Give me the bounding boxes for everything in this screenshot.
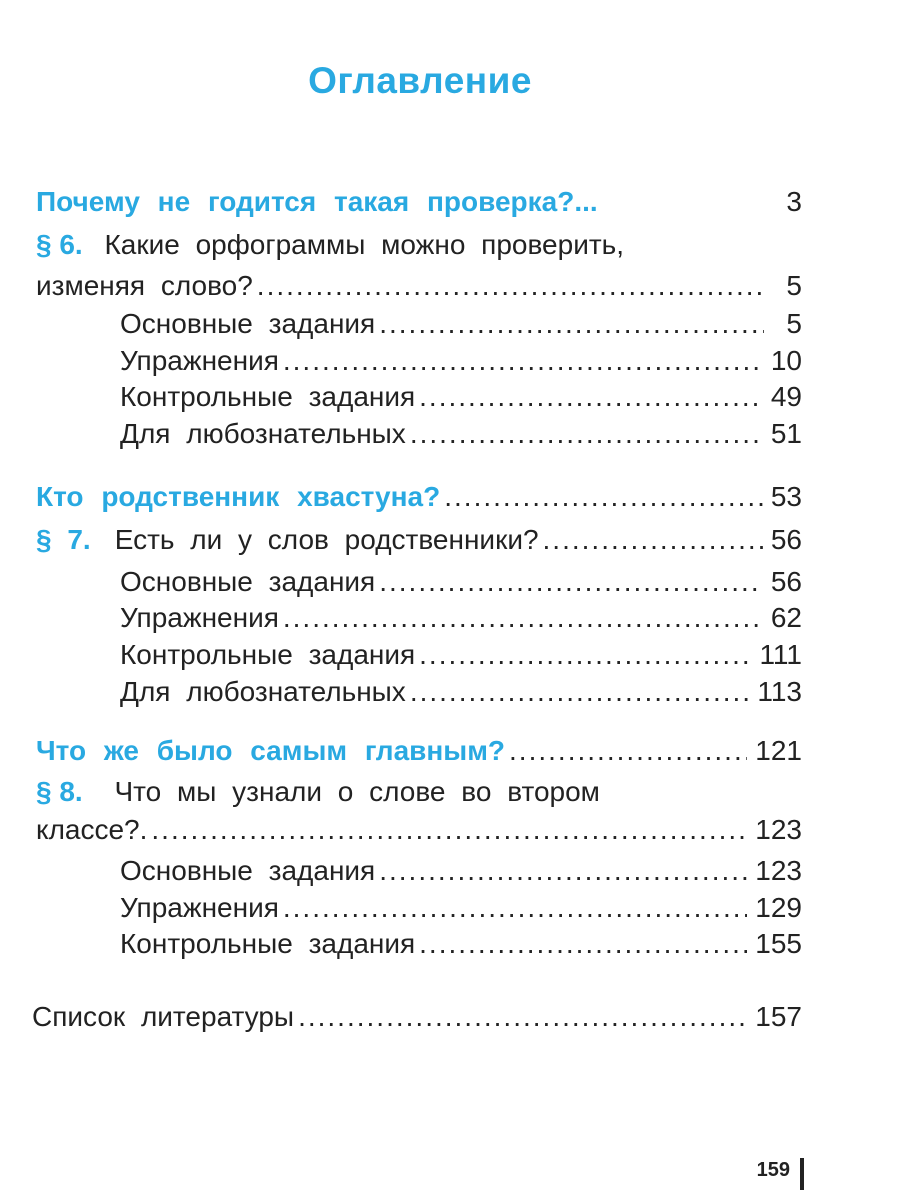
section-title: Какие орфограммы можно проверить,: [104, 229, 625, 260]
toc-page-number: 123: [755, 814, 802, 845]
toc-part-ellipsis: ...: [574, 186, 598, 217]
leader-dots: [283, 891, 747, 925]
toc-part-entry[interactable]: [36, 185, 802, 219]
section-number: § 8.: [36, 776, 83, 807]
leader-dots: [509, 734, 747, 768]
leader-dots: [444, 480, 763, 514]
toc-subentry[interactable]: [120, 927, 802, 961]
toc-entry-title: Контрольные задания: [120, 639, 416, 670]
toc-section-entry[interactable]: [36, 523, 802, 557]
toc-page-number: 123: [755, 855, 802, 886]
section-title: Что мы узнали о слове во втором: [114, 776, 600, 807]
leader-dots: [379, 854, 747, 888]
toc-page-number: 157: [755, 1001, 802, 1032]
section-number: § 7.: [36, 524, 91, 555]
toc-subentry[interactable]: [120, 601, 802, 635]
toc-subentry[interactable]: [120, 891, 802, 925]
toc-page-number: 5: [786, 270, 802, 301]
toc-entry-title: классе?.: [36, 814, 148, 845]
toc-entry-title: Основные задания: [120, 566, 376, 597]
leader-dots: [257, 269, 764, 303]
section-title: Есть ли у слов родственники?: [114, 524, 539, 555]
page-title: Оглавление: [308, 60, 532, 101]
toc-entry-title: Список литературы: [32, 1001, 295, 1032]
leader-dots: [151, 813, 747, 847]
toc-page-number: 129: [755, 892, 802, 923]
toc-subentry[interactable]: [120, 380, 802, 414]
toc-page-number: 53: [770, 481, 802, 512]
toc-section-heading[interactable]: [36, 225, 624, 265]
toc-part-entry[interactable]: [36, 734, 802, 768]
toc-section-heading[interactable]: [36, 772, 600, 812]
toc-subentry[interactable]: [120, 675, 802, 709]
toc-entry-bibliography[interactable]: [32, 1000, 802, 1034]
toc-page-number: 155: [755, 928, 802, 959]
leader-dots: [283, 601, 763, 635]
leader-dots: [419, 380, 763, 414]
leader-dots: [410, 417, 763, 451]
toc-part-entry[interactable]: [36, 480, 802, 514]
toc-subentry[interactable]: [120, 565, 802, 599]
toc-entry-title: Основные задания: [120, 308, 376, 339]
toc-page-number: 5: [786, 308, 802, 339]
toc-part-title: Кто родственник хвастуна?: [36, 481, 441, 512]
toc-page-number: 49: [770, 381, 802, 412]
toc-entry[interactable]: [36, 813, 802, 847]
toc-entry-title: Для любознательных: [120, 418, 406, 449]
leader-dots: [419, 927, 747, 961]
toc-entry-title: Основные задания: [120, 855, 376, 886]
leader-dots: [410, 675, 750, 709]
toc-part-title: Почему не годится такая проверка?: [36, 186, 575, 217]
toc-page-number: 111: [759, 639, 802, 670]
toc-subentry[interactable]: [120, 307, 802, 341]
toc-page-number: 113: [757, 676, 802, 707]
toc-entry-title: Упражнения: [120, 345, 279, 376]
toc-subentry[interactable]: [120, 344, 802, 378]
toc-page-number: 56: [770, 566, 802, 597]
toc-entry-title: Контрольные задания: [120, 381, 416, 412]
toc-subentry[interactable]: [120, 417, 802, 451]
leader-dots: [543, 523, 763, 557]
toc-page-number: 3: [786, 186, 802, 217]
toc-page-number: 51: [770, 418, 802, 449]
toc-subentry[interactable]: [120, 638, 802, 672]
toc-entry[interactable]: [36, 269, 802, 303]
toc-page-number: 121: [755, 735, 802, 766]
toc-entry-title: Для любознательных: [120, 676, 406, 707]
leader-dots: [298, 1000, 747, 1034]
page-number-bar: [800, 1158, 804, 1190]
toc-entry-title: Контрольные задания: [120, 928, 416, 959]
leader-dots: [283, 344, 763, 378]
toc-entry-title: изменяя слово?: [36, 270, 253, 301]
section-number: § 6.: [36, 229, 83, 260]
leader-dots: [419, 638, 751, 672]
toc-entry-title: Упражнения: [120, 892, 279, 923]
toc-page-number: 56: [770, 524, 802, 555]
leader-dots: [379, 565, 763, 599]
toc-subentry[interactable]: [120, 854, 802, 888]
toc-entry-title: Упражнения: [120, 602, 279, 633]
toc-page-number: 10: [770, 345, 802, 376]
toc-page-number: 62: [770, 602, 802, 633]
page-number: 159: [756, 1159, 790, 1181]
leader-dots: [379, 307, 764, 341]
toc-part-title: Что же было самым главным?: [36, 735, 506, 766]
